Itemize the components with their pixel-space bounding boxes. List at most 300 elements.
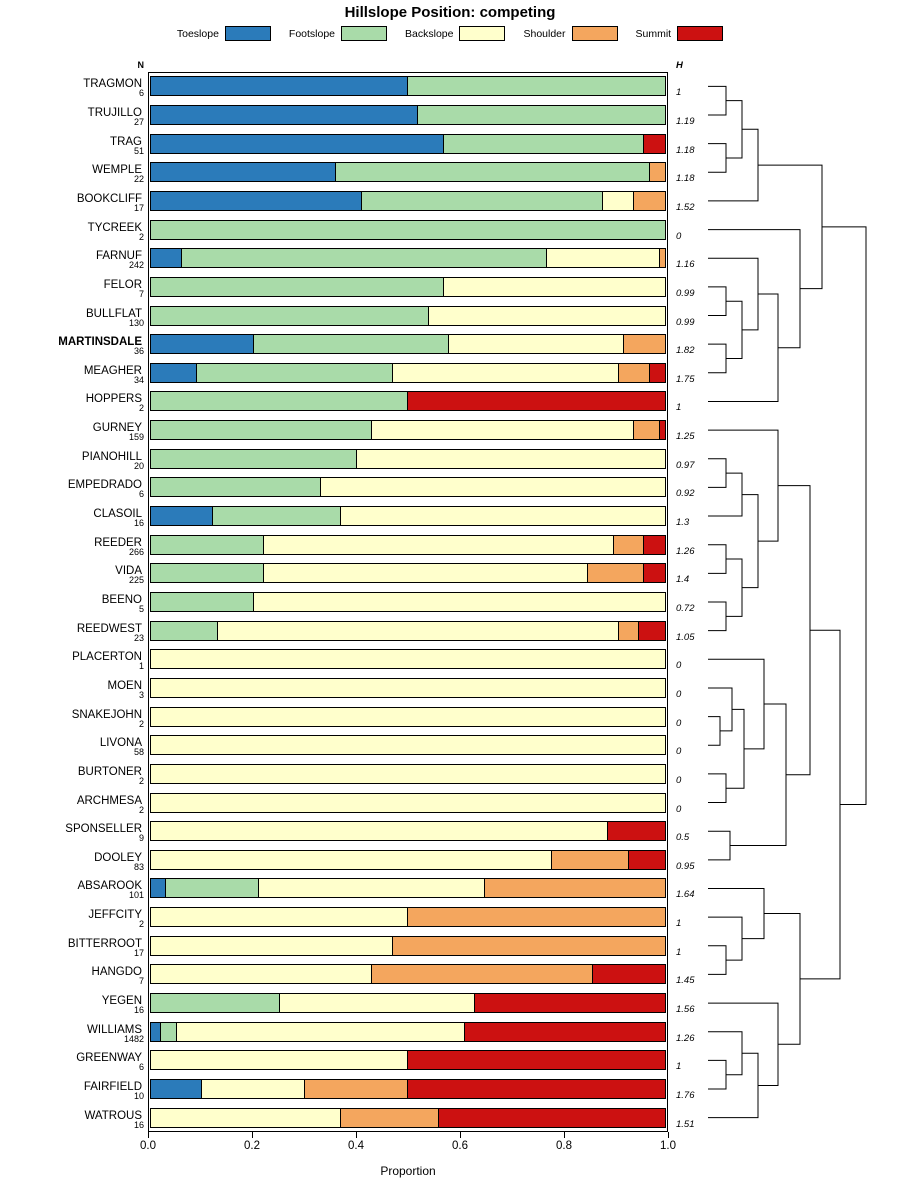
- bar-segment: [659, 249, 665, 267]
- stacked-bar: [150, 1108, 666, 1128]
- bar-segment: [151, 736, 665, 754]
- row-h-value: 1.82: [676, 345, 695, 357]
- bar-segment: [371, 965, 593, 983]
- legend-label: Toeslope: [176, 27, 219, 40]
- stacked-bar: [150, 821, 666, 841]
- axis-tick-label: 0.6: [452, 1140, 468, 1152]
- legend: [0, 26, 900, 41]
- legend-label: Backslope: [405, 27, 454, 40]
- row-name: FAIRFIELD: [83, 1081, 142, 1093]
- bar-row: [87, 101, 695, 130]
- bar-segment: [448, 335, 624, 353]
- dendrogram-link: [708, 659, 764, 749]
- row-n-value: 17: [133, 202, 144, 213]
- row-name: PIANOHILL: [81, 450, 142, 463]
- bar-segment: [196, 364, 392, 382]
- stacked-bar: [150, 506, 666, 526]
- dendrogram-link: [730, 704, 786, 845]
- stacked-bar: [150, 1050, 666, 1070]
- row-name: JEFFCITY: [88, 909, 142, 922]
- dendrogram-link: [708, 258, 758, 330]
- bar-segment: [151, 478, 321, 496]
- bar-segment: [253, 593, 665, 611]
- n-column-header: N: [137, 60, 144, 70]
- axis-tick: [356, 1132, 357, 1138]
- axis-tick-label: 0.8: [556, 1140, 572, 1152]
- row-h-value: 0: [676, 774, 682, 786]
- legend-label: Footslope: [288, 27, 336, 40]
- bar-row: [83, 358, 695, 387]
- stacked-bar: [150, 191, 666, 211]
- bar-segment: [151, 794, 665, 812]
- bar-row: [96, 244, 695, 273]
- bar-segment: [253, 335, 449, 353]
- row-n-value: 17: [133, 947, 144, 958]
- bar-segment: [587, 564, 645, 582]
- row-n-value: 2: [138, 919, 144, 930]
- bar-segment: [217, 622, 619, 640]
- stacked-bar: [150, 707, 666, 727]
- row-name: GURNEY: [92, 422, 142, 435]
- legend-item: [289, 26, 387, 41]
- legend-item: [177, 26, 271, 41]
- row-n-value: 7: [138, 288, 144, 299]
- row-name: ABSAROOK: [77, 880, 142, 893]
- dendrogram-link: [708, 602, 726, 631]
- stacked-bar: [150, 563, 666, 583]
- dendrogram-link: [726, 709, 744, 788]
- legend-swatch: [572, 26, 618, 41]
- bar-segment: [151, 1080, 202, 1098]
- bar-segment: [649, 163, 665, 181]
- row-name: BEENO: [101, 593, 142, 606]
- bar-row: [99, 731, 682, 760]
- dendrogram-link: [708, 917, 742, 960]
- row-h-value: 1.75: [676, 373, 695, 385]
- axis-tick: [148, 1132, 149, 1138]
- row-h-value: 1: [676, 946, 682, 958]
- dendrogram-link: [726, 559, 742, 616]
- stacked-bar: [150, 306, 666, 326]
- stacked-bar: [150, 76, 666, 96]
- dendrogram-link: [708, 459, 726, 488]
- row-h-value: 1.18: [676, 144, 695, 156]
- bar-row: [92, 158, 695, 187]
- bar-segment: [151, 221, 665, 239]
- bar-segment: [643, 564, 665, 582]
- bar-segment: [643, 536, 665, 554]
- row-n-value: 2: [138, 231, 144, 242]
- bar-segment: [151, 392, 408, 410]
- axis-tick: [668, 1132, 669, 1138]
- row-n-value: 51: [133, 145, 144, 156]
- bar-segment: [151, 450, 357, 468]
- bar-segment: [151, 421, 372, 439]
- axis-tick-label: 1.0: [660, 1140, 676, 1152]
- stacked-bar: [150, 134, 666, 154]
- row-name: TRAG: [110, 135, 142, 148]
- bar-segment: [407, 77, 665, 95]
- row-h-value: 0: [676, 688, 682, 700]
- bar-row: [83, 72, 682, 101]
- dendrogram-link: [708, 1032, 742, 1075]
- bar-row: [115, 559, 690, 588]
- row-n-value: 2: [138, 804, 144, 815]
- bar-row: [67, 931, 682, 960]
- bar-segment: [443, 135, 644, 153]
- bar-segment: [151, 879, 166, 897]
- row-name: MEAGHER: [83, 364, 142, 377]
- dendrogram-link: [708, 129, 758, 201]
- row-n-value: 159: [128, 432, 144, 443]
- row-name: WILLIAMS: [87, 1023, 142, 1036]
- h-column-header: H: [676, 60, 683, 71]
- row-name: BOOKCLIFF: [76, 192, 142, 205]
- stacked-bar: [150, 621, 666, 641]
- stacked-bar: [150, 1022, 666, 1042]
- bar-row: [81, 444, 695, 473]
- bar-segment: [356, 450, 665, 468]
- dendrogram-link: [708, 545, 726, 574]
- row-h-value: 1.64: [676, 889, 695, 901]
- row-name: YEGEN: [101, 995, 142, 1008]
- bar-segment: [407, 1051, 665, 1069]
- row-name: BULLFLAT: [85, 307, 142, 320]
- dendrogram-link: [708, 831, 730, 860]
- bar-row: [87, 1017, 695, 1046]
- bar-row: [91, 960, 695, 989]
- bar-segment: [643, 135, 665, 153]
- axis-tick: [460, 1132, 461, 1138]
- bar-segment: [212, 507, 342, 525]
- row-n-value: 5: [138, 603, 144, 614]
- row-h-value: 0.95: [676, 860, 695, 872]
- row-n-value: 16: [133, 1005, 144, 1016]
- bar-segment: [592, 965, 665, 983]
- axis-tick: [252, 1132, 253, 1138]
- axis-tick-label: 0.0: [140, 1140, 156, 1152]
- dendrogram: [690, 72, 890, 1132]
- row-name: REEDWEST: [76, 622, 142, 635]
- stacked-bar: [150, 764, 666, 784]
- bar-row: [71, 702, 682, 731]
- dendrogram-link: [822, 227, 866, 805]
- bar-segment: [151, 908, 408, 926]
- row-h-value: 0.99: [676, 287, 695, 299]
- bar-segment: [659, 421, 665, 439]
- row-name: SPONSELLER: [65, 823, 142, 836]
- row-n-value: 3: [138, 689, 144, 700]
- bar-segment: [151, 679, 665, 697]
- row-h-value: 0: [676, 746, 682, 758]
- row-n-value: 1: [138, 661, 144, 672]
- row-n-value: 6: [138, 1062, 144, 1073]
- row-h-value: 0: [676, 230, 682, 242]
- row-h-value: 1.19: [676, 115, 695, 127]
- bar-segment: [551, 851, 629, 869]
- bar-row: [77, 760, 682, 789]
- bar-segment: [176, 1023, 465, 1041]
- row-h-value: 1.26: [676, 545, 695, 557]
- bar-row: [77, 874, 695, 903]
- axis-tick-label: 0.2: [244, 1140, 260, 1152]
- row-name: TRUJILLO: [87, 106, 142, 119]
- row-h-value: 0: [676, 803, 682, 815]
- row-h-value: 0.97: [676, 459, 695, 471]
- row-name: FARNUF: [96, 250, 142, 263]
- bar-segment: [181, 249, 547, 267]
- row-h-value: 1: [676, 918, 682, 930]
- bar-segment: [201, 1080, 305, 1098]
- bar-segment: [602, 192, 634, 210]
- bar-segment: [371, 421, 634, 439]
- bar-segment: [304, 1080, 408, 1098]
- bar-segment: [263, 536, 614, 554]
- row-name: VIDA: [115, 565, 142, 578]
- bar-segment: [340, 1109, 439, 1127]
- bar-segment: [628, 851, 665, 869]
- bar-segment: [151, 106, 418, 124]
- bar-segment: [618, 622, 640, 640]
- bar-segment: [407, 1080, 665, 1098]
- bar-segment: [151, 536, 264, 554]
- bar-segment: [464, 1023, 665, 1041]
- bar-row: [58, 330, 695, 359]
- dendrogram-link: [708, 1003, 778, 1085]
- bar-segment: [623, 335, 665, 353]
- legend-item: [636, 26, 724, 41]
- bar-row: [76, 788, 682, 817]
- row-name: PLACERTON: [72, 651, 142, 664]
- row-name: TRAGMON: [83, 78, 142, 91]
- stacked-bar: [150, 535, 666, 555]
- bar-segment: [649, 364, 665, 382]
- stacked-bar: [150, 105, 666, 125]
- bar-row: [94, 530, 695, 559]
- row-name: SNAKEJOHN: [71, 708, 142, 721]
- row-h-value: 0.5: [676, 832, 690, 844]
- bar-segment: [443, 278, 665, 296]
- row-n-value: 23: [133, 632, 144, 643]
- row-h-value: 1.4: [676, 574, 690, 586]
- row-name: BURTONER: [77, 765, 142, 778]
- bar-segment: [151, 163, 336, 181]
- row-name: FELOR: [103, 278, 142, 291]
- bar-row: [87, 215, 682, 244]
- bar-segment: [151, 278, 444, 296]
- dendrogram-link: [708, 473, 742, 516]
- bar-row: [76, 616, 695, 645]
- row-name: EMPEDRADO: [67, 479, 142, 492]
- row-h-value: 1.52: [676, 201, 695, 213]
- dendrogram-link: [708, 144, 726, 173]
- row-name: DOOLEY: [94, 851, 142, 864]
- legend-swatch: [677, 26, 723, 41]
- bar-row: [83, 1075, 695, 1104]
- bar-segment: [151, 622, 218, 640]
- bar-segment: [417, 106, 665, 124]
- bar-row: [72, 645, 682, 674]
- dendrogram-link: [708, 946, 726, 975]
- bar-segment: [151, 965, 372, 983]
- row-h-value: 0: [676, 717, 682, 729]
- row-n-value: 16: [133, 518, 144, 529]
- bar-segment: [151, 307, 429, 325]
- stacked-bar: [150, 850, 666, 870]
- stacked-bar: [150, 477, 666, 497]
- stacked-bar: [150, 735, 666, 755]
- row-n-value: 225: [128, 575, 144, 586]
- bar-row: [76, 1046, 682, 1075]
- bar-row: [85, 301, 695, 330]
- axis-tick-label: 0.4: [348, 1140, 364, 1152]
- bar-segment: [392, 937, 665, 955]
- row-h-value: 1.26: [676, 1032, 695, 1044]
- dendrogram-link: [708, 344, 726, 373]
- bar-row: [103, 273, 695, 302]
- x-axis-label: Proportion: [380, 1164, 436, 1178]
- stacked-bar: [150, 363, 666, 383]
- dendrogram-link: [708, 1060, 726, 1089]
- row-name: BITTERROOT: [67, 937, 142, 950]
- stacked-bar: [150, 449, 666, 469]
- row-n-value: 101: [128, 890, 144, 901]
- bar-segment: [151, 765, 665, 783]
- bar-row: [67, 473, 695, 502]
- bar-segment: [151, 364, 197, 382]
- dendrogram-link: [708, 888, 764, 938]
- axis-tick: [564, 1132, 565, 1138]
- row-h-value: 1: [676, 87, 682, 99]
- legend-item: [523, 26, 617, 41]
- bar-segment: [474, 994, 665, 1012]
- row-n-value: 6: [138, 88, 144, 99]
- bar-row: [84, 1103, 695, 1132]
- row-h-value: 1.45: [676, 975, 695, 987]
- stacked-bar: [150, 334, 666, 354]
- dendrogram-link: [708, 294, 778, 401]
- row-n-value: 130: [128, 317, 144, 328]
- bar-segment: [165, 879, 259, 897]
- row-name: CLASOIL: [93, 508, 142, 521]
- row-n-value: 16: [133, 1119, 144, 1130]
- row-n-value: 2: [138, 718, 144, 729]
- bar-row: [92, 416, 695, 445]
- bar-segment: [613, 536, 645, 554]
- stacked-bar: [150, 964, 666, 984]
- bar-segment: [633, 192, 665, 210]
- bar-segment: [151, 650, 665, 668]
- bar-segment: [263, 564, 588, 582]
- stacked-bar: [150, 878, 666, 898]
- row-name: TYCREEK: [87, 221, 142, 234]
- bar-segment: [151, 192, 362, 210]
- bar-segment: [151, 77, 408, 95]
- row-name: REEDER: [94, 536, 142, 549]
- bar-segment: [258, 879, 485, 897]
- row-n-value: 242: [128, 260, 144, 271]
- stacked-bar: [150, 592, 666, 612]
- legend-swatch: [225, 26, 271, 41]
- stacked-bar: [150, 391, 666, 411]
- dendrogram-link: [726, 101, 742, 158]
- row-n-value: 7: [138, 976, 144, 987]
- row-h-value: 1.51: [676, 1118, 695, 1130]
- row-name: LIVONA: [99, 737, 142, 750]
- bar-row: [94, 846, 695, 875]
- bar-segment: [151, 822, 608, 840]
- row-n-value: 58: [133, 747, 144, 758]
- row-n-value: 83: [133, 861, 144, 872]
- bar-segment: [151, 937, 393, 955]
- row-n-value: 36: [133, 346, 144, 357]
- row-n-value: 22: [133, 174, 144, 185]
- bar-segment: [151, 135, 444, 153]
- dendrogram-link: [708, 86, 726, 115]
- bar-segment: [151, 593, 254, 611]
- row-n-value: 20: [133, 460, 144, 471]
- stacked-bar: [150, 162, 666, 182]
- row-h-value: 1.05: [676, 631, 695, 643]
- stacked-bar: [150, 678, 666, 698]
- bar-segment: [160, 1023, 176, 1041]
- row-h-value: 1.56: [676, 1004, 695, 1016]
- bar-segment: [340, 507, 665, 525]
- bar-segment: [546, 249, 660, 267]
- dendrogram-link: [800, 630, 840, 979]
- row-n-value: 266: [128, 546, 144, 557]
- row-h-value: 1: [676, 1061, 682, 1073]
- stacked-bar: [150, 936, 666, 956]
- bar-row: [65, 817, 690, 846]
- row-name: HANGDO: [91, 966, 142, 979]
- row-n-value: 27: [133, 116, 144, 127]
- dendrogram-link: [742, 495, 758, 588]
- bar-segment: [638, 622, 665, 640]
- row-name: MOEN: [107, 679, 142, 692]
- stacked-bar: [150, 277, 666, 297]
- plot-area: [58, 60, 695, 1132]
- stacked-bar: [150, 248, 666, 268]
- row-h-value: 0.72: [676, 602, 695, 614]
- bar-segment: [407, 392, 665, 410]
- row-n-value: 2: [138, 403, 144, 414]
- row-h-value: 1.25: [676, 431, 695, 443]
- stacked-bar: [150, 993, 666, 1013]
- stacked-bar: [150, 793, 666, 813]
- row-name: WEMPLE: [92, 164, 142, 177]
- dendrogram-link: [708, 430, 778, 541]
- bar-segment: [151, 249, 182, 267]
- row-n-value: 10: [133, 1091, 144, 1101]
- bar-segment: [335, 163, 650, 181]
- bar-row: [93, 502, 690, 531]
- row-n-value: 2: [138, 775, 144, 786]
- stacked-bar: [150, 907, 666, 927]
- bar-segment: [151, 851, 552, 869]
- bar-segment: [151, 1109, 341, 1127]
- row-h-value: 1: [676, 402, 682, 414]
- stacked-bar: [150, 649, 666, 669]
- bar-row: [101, 588, 695, 617]
- bar-segment: [607, 822, 665, 840]
- row-name: WATROUS: [84, 1109, 142, 1122]
- bar-segment: [618, 364, 650, 382]
- dendrogram-link: [708, 1053, 758, 1117]
- dendrogram-link: [708, 774, 726, 803]
- bar-segment: [151, 335, 254, 353]
- bar-segment: [151, 994, 280, 1012]
